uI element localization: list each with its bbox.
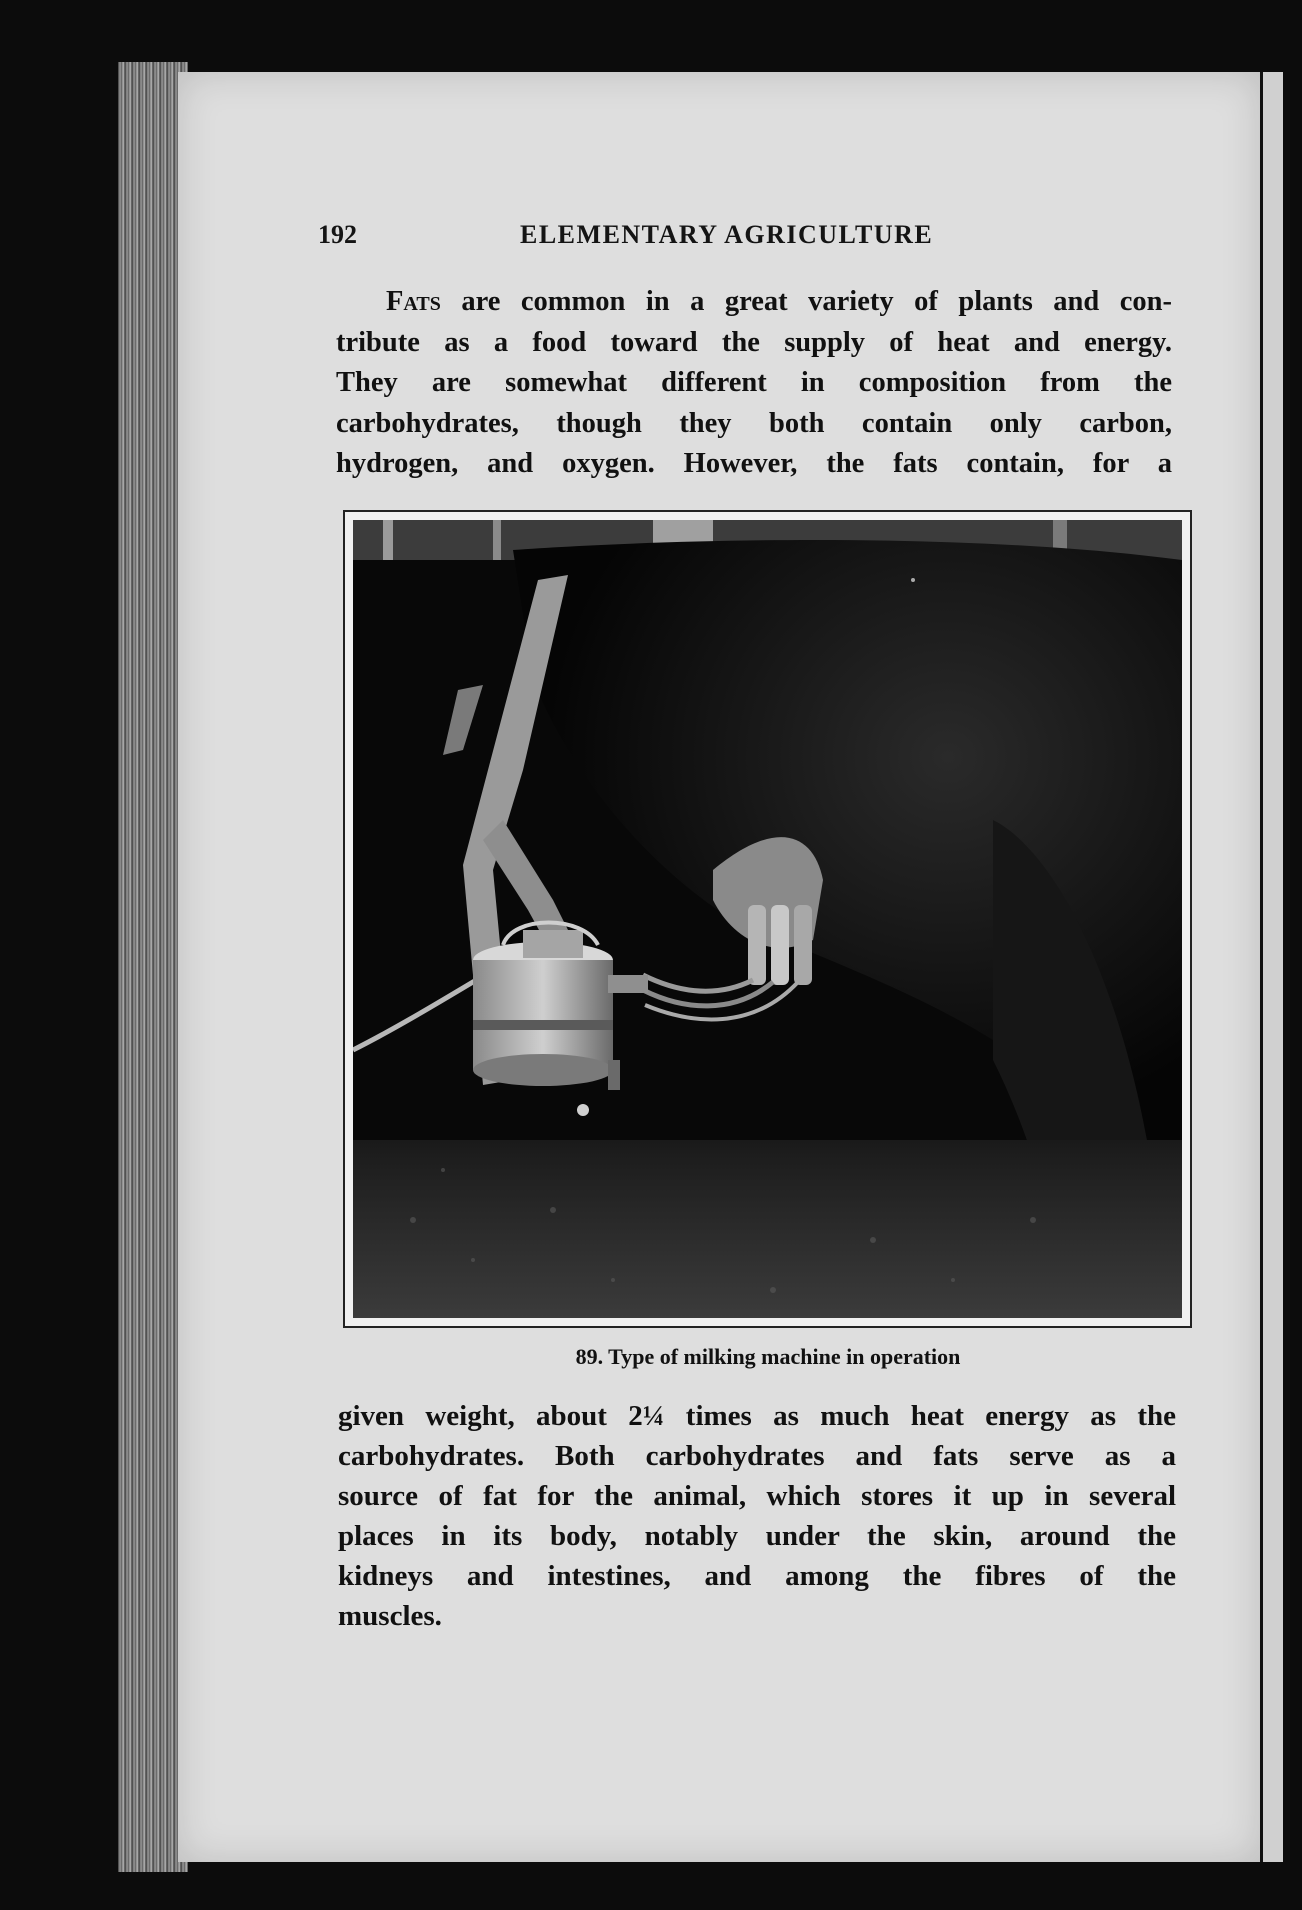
paragraph-bottom: [338, 1396, 1176, 1636]
text-line: kidneys and intestines, and among the fibres of the: [338, 1560, 1176, 1592]
text-line: They are somewhat different in composition from the: [336, 367, 1172, 398]
text-line: places in its body, notably under the skin, around the: [338, 1520, 1176, 1552]
facing-page-edge: [1260, 72, 1283, 1862]
figure-caption: 89. Type of milking machine in operation: [575, 1344, 961, 1369]
text-line: hydrogen, and oxygen. However, the fats contain, for a: [336, 448, 1172, 479]
text-line: tribute as a food toward the supply of heat and energy.: [336, 326, 1172, 358]
lead-word: Fats: [386, 286, 441, 317]
text-line: muscles.: [338, 1600, 442, 1632]
page-header: [318, 220, 1163, 260]
paragraph-top: [336, 282, 1172, 485]
text-line: source of fat for the animal, which stores it up in several: [338, 1480, 1176, 1512]
page-number: 192: [318, 220, 357, 249]
text-line: Fats are common in a great variety of plants and con-: [386, 286, 1172, 317]
book-page: [178, 72, 1260, 1862]
text-line: given weight, about 2¼ times as much heat energy as the: [338, 1400, 1176, 1432]
text-line: carbohydrates, though they both contain only carbon,: [336, 407, 1172, 439]
figure-frame: [343, 510, 1192, 1328]
text-line: carbohydrates. Both carbohydrates and fats serve as a: [338, 1440, 1176, 1472]
running-head: ELEMENTARY AGRICULTURE: [520, 220, 934, 249]
milking-machine-photo: [353, 520, 1182, 1318]
